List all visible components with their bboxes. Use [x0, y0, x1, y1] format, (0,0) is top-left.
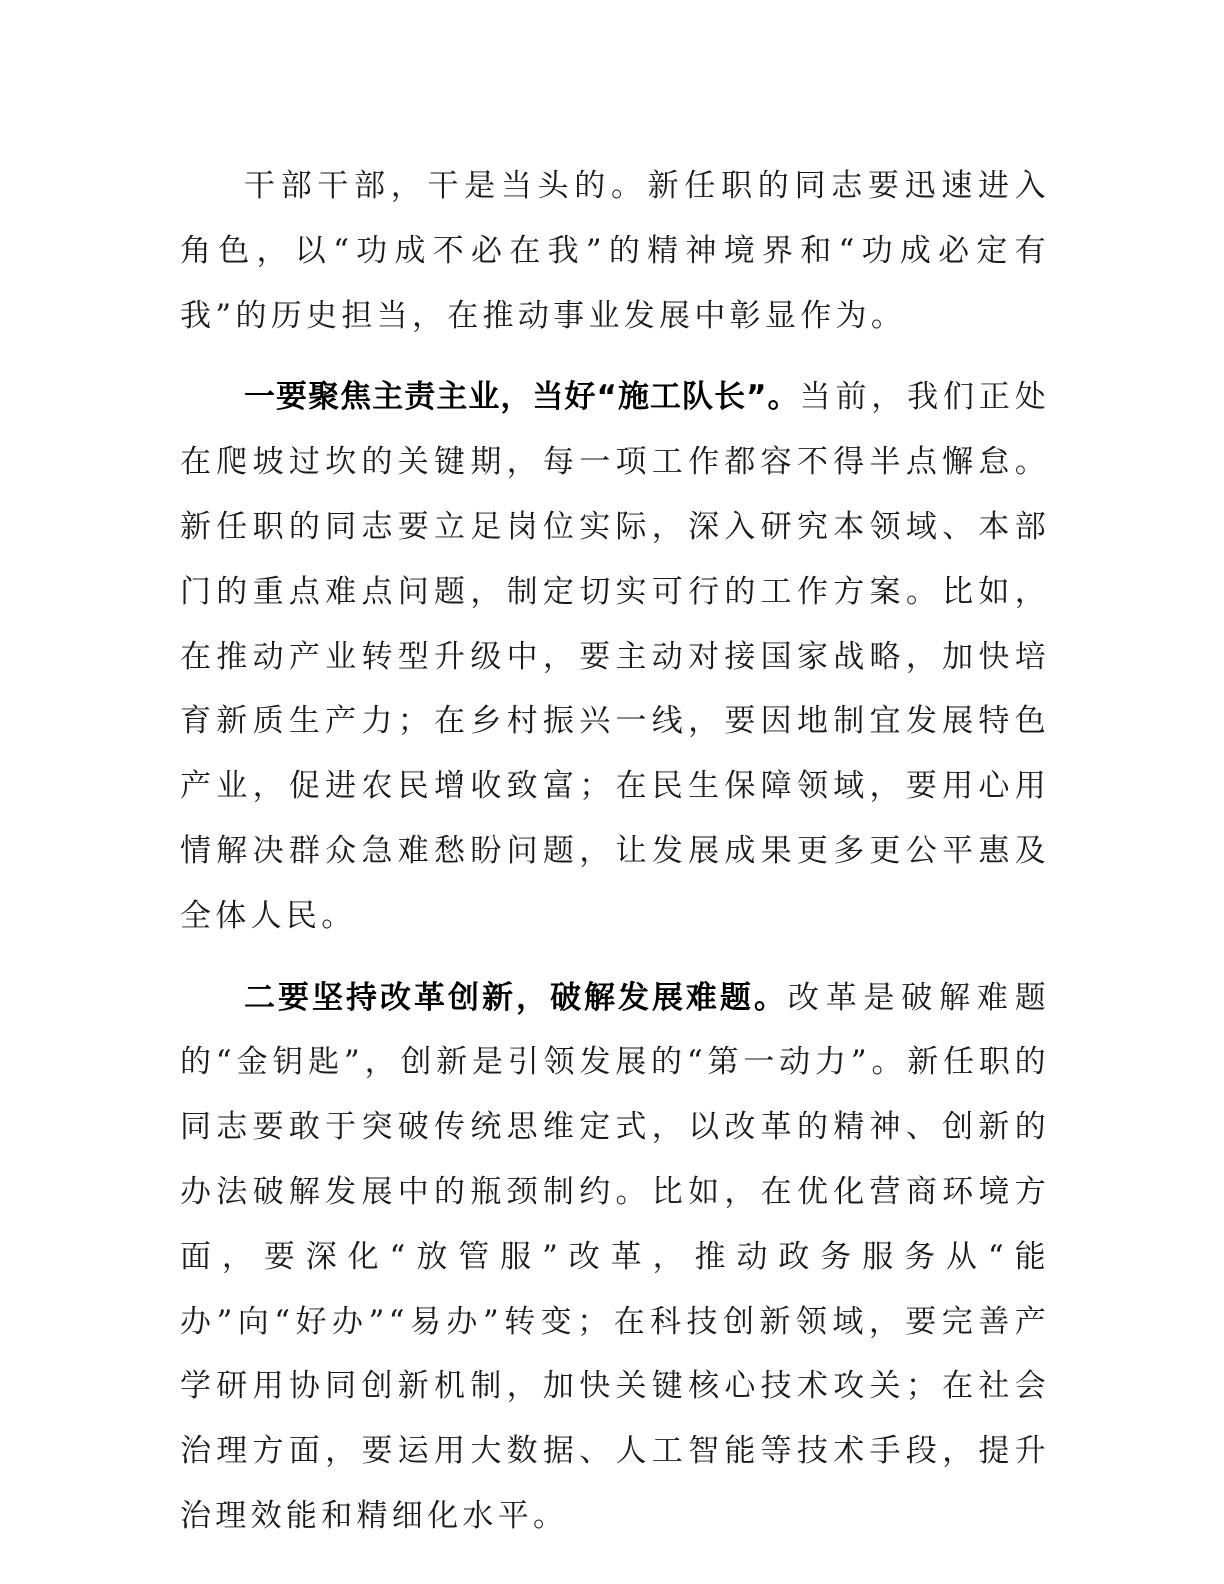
paragraph-intro-text: 干部干部，干是当头的。新任职的同志要迅速进入角色，以“功成不必在我”的精神境界和“功成必定有我”的历史担当，在推动事业发展中彰显作为。: [180, 168, 1050, 334]
paragraph-intro: [180, 154, 1050, 348]
paragraph-point-one-text: 当前，我们正处在爬坡过坎的关键期，每一项工作都容不得半点懈怠。新任职的同志要立足岗位实际，深入研究本领域、本部门的重点难点问题，制定切实可行的工作方案。比如，在推动产业转型升级中，要主动对接国家战略，加快培育新质生产力；在乡村振兴一线，要因地制宜发展特色产业，促进农民增收致富；在民生保障领域，要用心用情解决群众急难愁盼问题，让发展成果更多更公平惠及全体人民。: [180, 379, 1050, 934]
document-body: [180, 154, 1050, 1549]
paragraph-point-two-text: 改革是破解难题的“金钥匙”，创新是引领发展的“第一动力”。新任职的同志要敢于突破传统思维定式，以改革的精神、创新的办法破解发展中的瓶颈制约。比如，在优化营商环境方面，要深化“放管服”改革，推动政务服务从“能办”向“好办”“易办”转变；在科技创新领域，要完善产学研用协同创新机制，加快关键核心技术攻关；在社会治理方面，要运用大数据、人工智能等技术手段，提升治理效能和精细化水平。: [180, 979, 1050, 1534]
paragraph-point-one-heading: 一要聚焦主责主业，当好“施工队长”。: [244, 379, 800, 416]
paragraph-point-two-heading: 二要坚持改革创新，破解发展难题。: [244, 979, 788, 1016]
paragraph-point-two: [180, 966, 1050, 1549]
paragraph-point-one: [180, 365, 1050, 948]
